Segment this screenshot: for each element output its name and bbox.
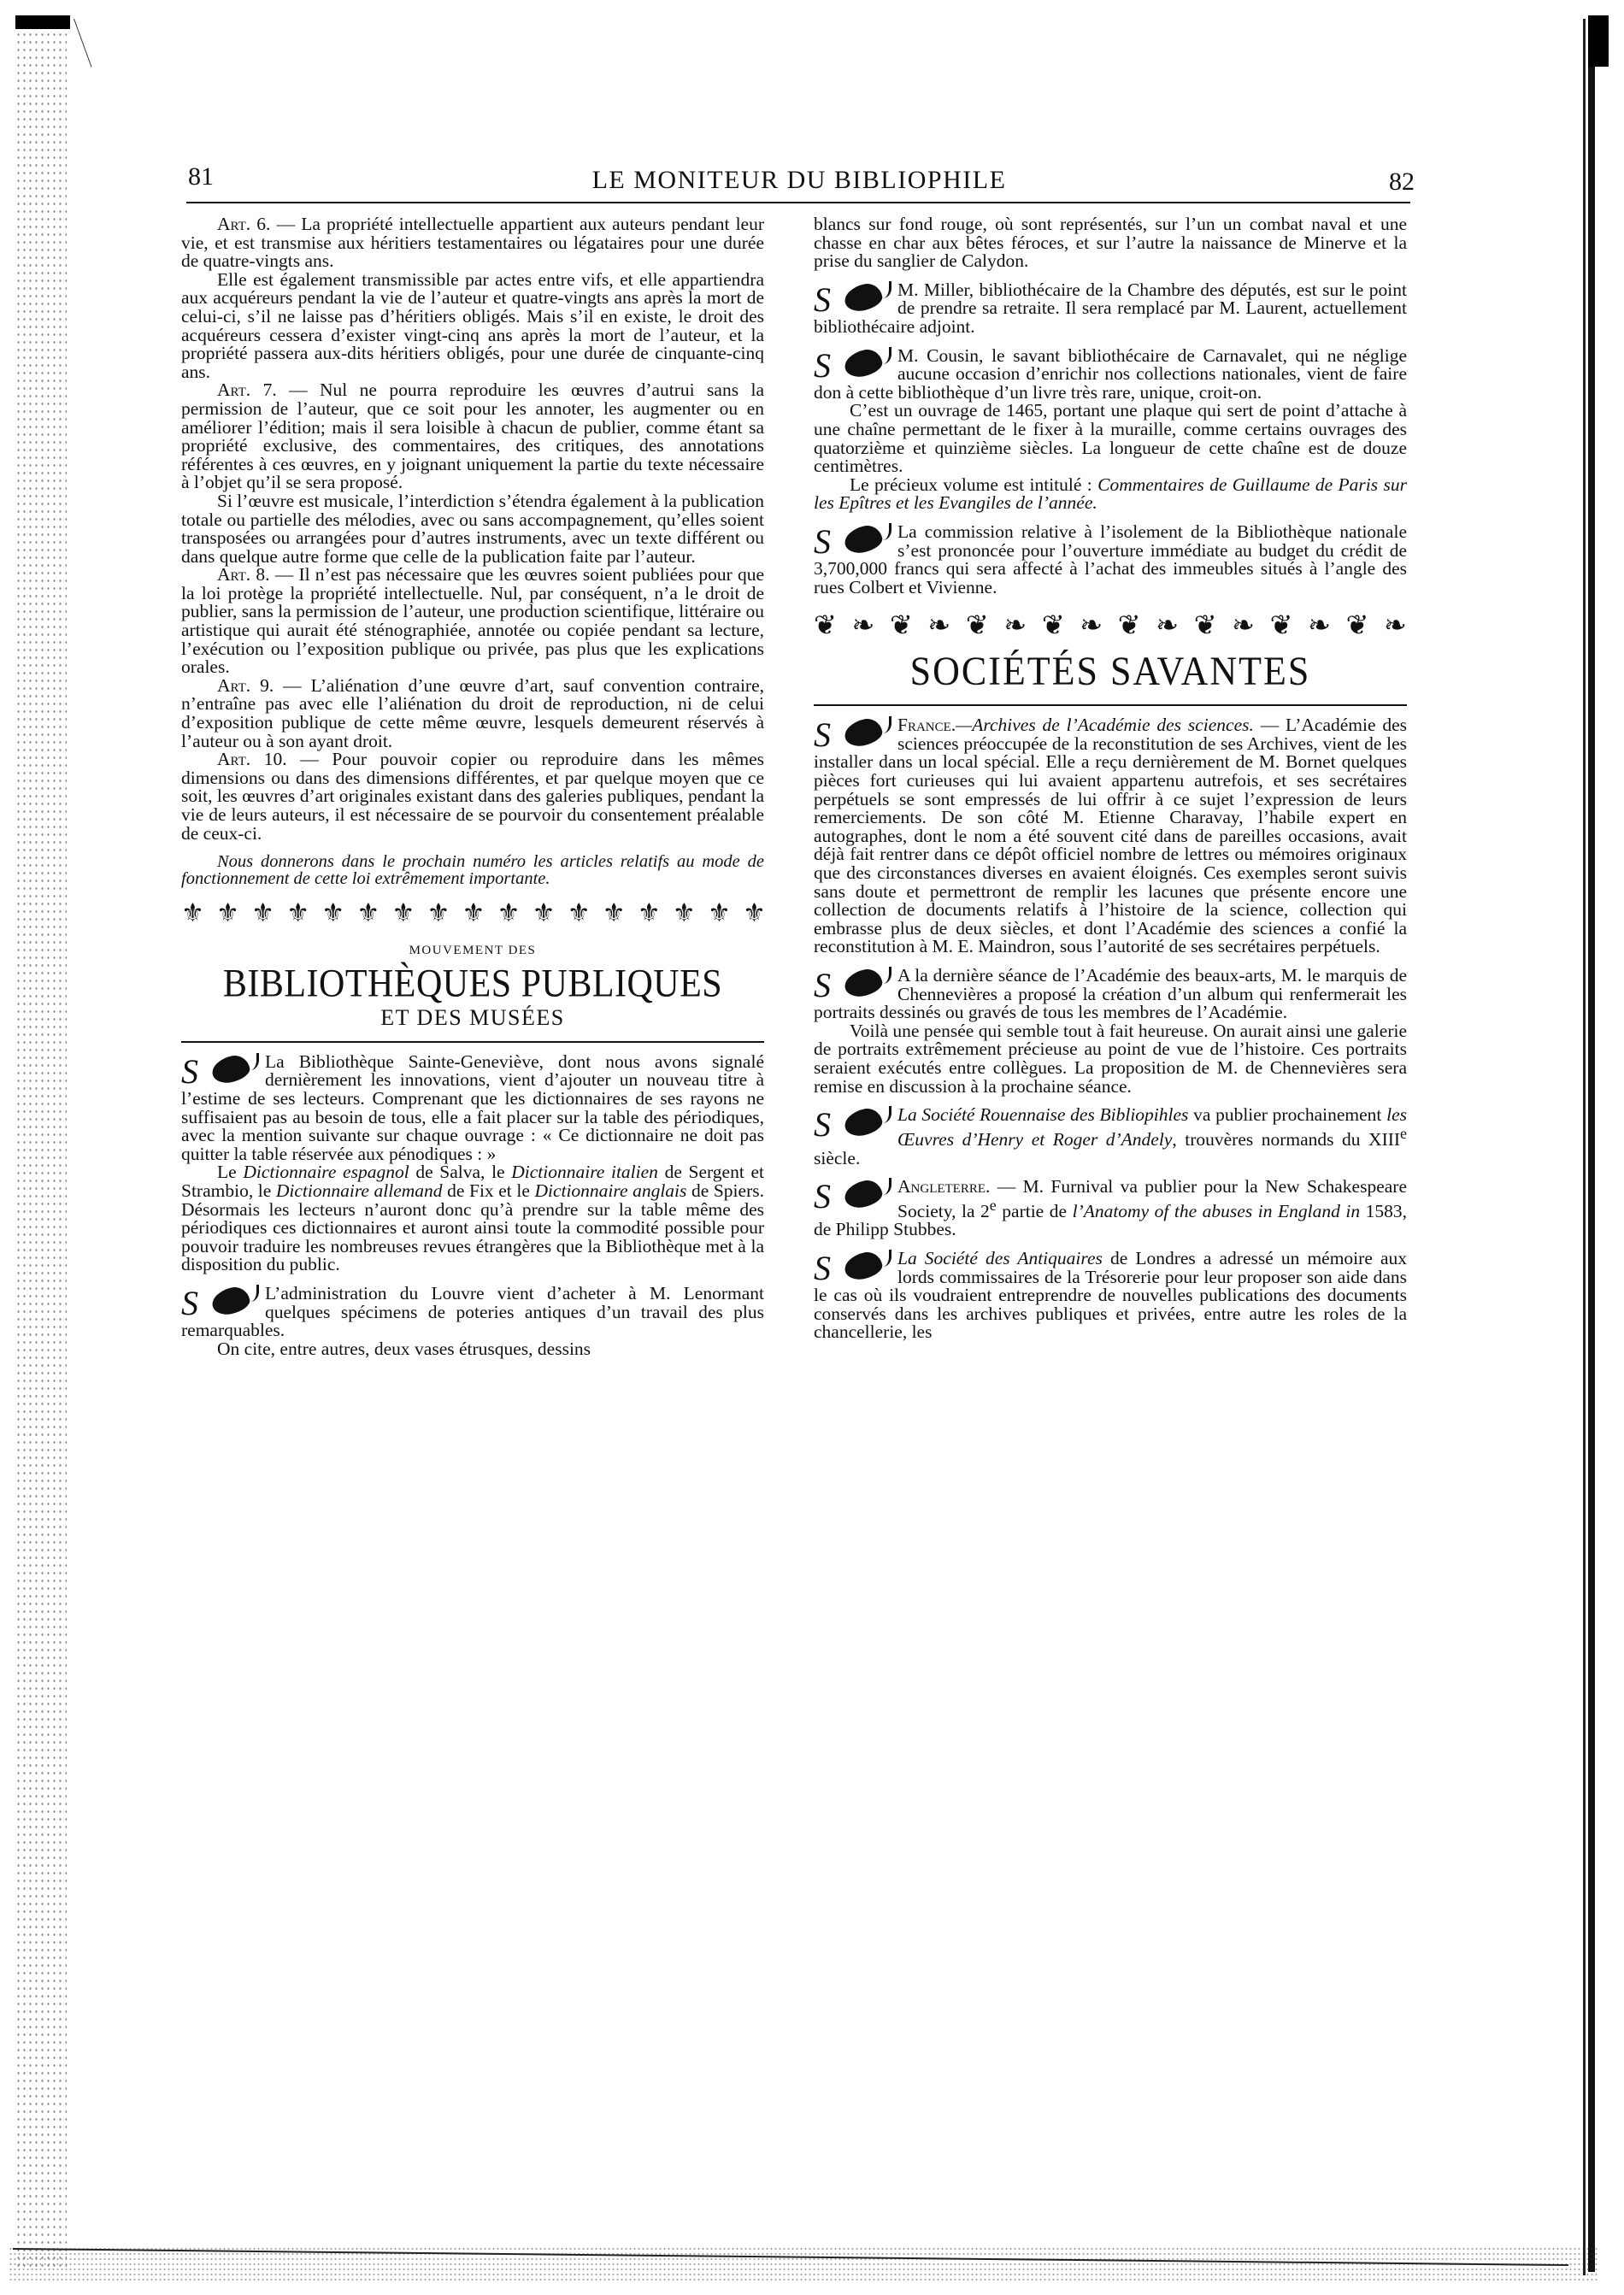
scan-edge-right: [1588, 15, 1595, 2272]
article-text: — L’aliénation d’une œuvre d’art, sauf convention contraire, n’entraîne pas avec elle l’aliénation du droit de reproduction, ni de celui d’exposition publique de cette même œuvre, lesquels demeurent réservés à l’auteur ou à son ayant droit.: [181, 674, 765, 751]
news-text-3: Le précieux volume est intitulé : Commentaires de Guillaume de Paris sur les Epîtres et les Evangiles de l’année.: [814, 474, 1407, 514]
news-text-2: On cite, entre autres, deux vases étrusques, dessins: [217, 1338, 591, 1359]
article-6-para-2: Elle est également transmissible par actes entre vifs, et elle appartiendra aux acquéreurs pendant la vie de l’auteur et quatre-vingts ans après la mort de celui-ci, s’il ne laisse pas d’héritiers obligés. Mais s’il en existe, le droit des acquéreurs cessera d’exister vingt-cinq ans après la mort de l’auteur, et la propriété passera aux-dits héritiers obligés, pour une durée de cinquante-cinq ans.: [181, 268, 764, 382]
section-subtitle: ET DES MUSÉES: [380, 1004, 565, 1030]
leaf-fleuron-icon: S: [814, 347, 892, 383]
article-8: [181, 566, 764, 677]
tulip-ornament-icon: ⚜: [497, 899, 519, 928]
article-label: Art. 9.: [217, 674, 274, 696]
article-text: — Pour pouvoir copier ou reproduire dans les mêmes dimensions ou dans des dimensions différentes, et par quelque moyen que ce soit, les œuvres d’art originales existant dans des galeries publiques, pendant la vie de leurs auteurs, il est nécessaire de se pourvoir du consentement préalable de ceux-ci.: [181, 749, 765, 844]
running-head: [184, 162, 1415, 197]
tulip-ornament-icon: ⚜: [707, 899, 729, 928]
article-7-para-2: Si l’œuvre est musicale, l’interdiction s’étendra également à la publication totale ou partielle des mélodies, avec ou sans accompagnement, qu’elles soient transposées ou arrangées pour d’autres instruments, avec un texte différent ou dans quelque autre forme que celle de la publication faite par l’auteur.: [181, 490, 765, 567]
news-text: La Société des Antiquaires de Londres a adressé un mémoire aux lords commissaires de la Trésorerie pour leur proposer son aide dans le cas où ils voudraient entreprendre de nouvelles publications des documents conservés dans les archives publiques et privées, entre autre les roles de la chancellerie, les: [814, 1248, 1407, 1343]
scan-edge-left: [15, 15, 67, 2272]
news-text: La Société Rouennaise des Bibliopihles va publier prochainement les Œuvres d’Henry et Roger d’Andely, trouvères normands du XIIIe siècle.: [814, 1104, 1407, 1168]
arabesque-ornament-icon: ❧: [1384, 609, 1407, 641]
tulip-ornament-icon: ⚜: [251, 899, 274, 928]
scan-edge-right-line: [1583, 19, 1586, 2275]
arabesque-ornament-icon: ❦: [1345, 609, 1369, 641]
arabesque-ornament-icon: ❦: [1269, 609, 1293, 641]
arabesque-ornament-icon: ❧: [1308, 609, 1331, 641]
right-column: [814, 215, 1407, 1342]
section-title: BIBLIOTHÈQUES PUBLIQUES: [222, 962, 723, 1006]
news-text: La Bibliothèque Sainte-Geneviève, dont nous avons signalé dernièrement les innovations, vient d’ajouter un nouveau titre à l’estime de ses lecteurs. Comprenant que les dictionnaires de ses rayons ne suffisaient pas au besoin de tous, elle a fait placer sur la table des périodiques, avec la mention suivante sur chaque ouvrage : « Ce dictionnaire ne doit pas quitter la table réservée aux pénodiques : »: [181, 1050, 764, 1164]
leaf-fleuron-icon: S: [181, 1285, 260, 1321]
arabesque-ornament-icon: ❦: [889, 609, 913, 641]
header-rule: [186, 202, 1410, 203]
news-text: France.—Archives de l’Académie des sciences. — L’Académie des sciences préoccupée de la reconstitution de ses Archives, vient de les installer dans un local spécial. Elle a reçu dernièrement de M. Bornet quelques pièces fort curieuses qui lui avaient appartenu autrefois, et ses secrétaires perpétuels se sont empressés de lui offrir à ce sujet l’expression de leurs remerciements. De son côté M. Etienne Charavay, l’habile expert en autographes, dont le nom a été souvent cité dans de pareilles occasions, avait déjà fait rentrer dans ce dépôt officiel nombre de lettres ou mémoires originaux que des circonstances diverses en avaient éloignés. Ces exemples seront suivis sans doute et permettront de remplir les lacunes que présente encore une collection de documents relatifs à l’histoire de la science, collection qui embrasse plus de deux siècles, et dont l’Académie des sciences a confié la reconstitution à M. E. Maindron, sous l’autorité de ses secrétaires perpétuels.: [814, 715, 1408, 957]
arabesque-ornament-icon: ❦: [1041, 609, 1065, 641]
arabesque-ornament-icon: ❧: [927, 609, 951, 641]
page-number-right: 82: [1389, 168, 1415, 196]
news-text: A la dernière séance de l’Académie des beaux-arts, M. le marquis de Chennevières a proposé la création d’un album qui renfermerait les portraits dessinés ou gravés de tous les membres de l’Académie.: [814, 965, 1407, 1023]
arabesque-ornament-icon: ❧: [1232, 609, 1255, 641]
news-item: [814, 1250, 1407, 1342]
news-item: [814, 967, 1407, 1096]
arabesque-ornament-icon: ❦: [1193, 609, 1217, 641]
editorial-note: Nous donnerons dans le prochain numéro les articles relatifs au mode de fonctionnement de cette loi extrêmement importante.: [181, 852, 764, 889]
page-number-left: 81: [188, 162, 214, 191]
tulip-ornament-band: [181, 899, 764, 928]
arabesque-ornament-icon: ❦: [965, 609, 989, 641]
leaf-fleuron-icon: S: [814, 281, 892, 317]
left-column: [181, 215, 764, 1358]
news-item: [814, 281, 1407, 337]
leaf-fleuron-icon: S: [814, 523, 892, 559]
article-label: Art. 7.: [217, 380, 277, 401]
article-6: [181, 215, 764, 271]
arabesque-ornament-icon: ❧: [1080, 609, 1103, 641]
article-label: Art. 6.: [217, 214, 271, 234]
leaf-fleuron-icon: S: [181, 1053, 260, 1089]
news-item: [181, 1050, 764, 1275]
tulip-ornament-icon: ⚜: [216, 899, 238, 928]
tulip-ornament-icon: ⚜: [181, 899, 203, 928]
article-text: — La propriété intellectuelle appartient aux auteurs pendant leur vie, et est transmise aux héritiers testamentaires ou légataires pour une durée de quatre-vingts ans.: [181, 214, 764, 272]
arabesque-ornament-icon: ❦: [814, 609, 837, 641]
article-7: [181, 381, 764, 492]
tulip-ornament-icon: ⚜: [567, 899, 589, 928]
news-text: La commission relative à l’isolement de la Bibliothèque nationale s’est prononcée pour l’ouverture immédiate au budget du crédit de 3,700,000 francs qui sera affecté à l’achat des immeubles situés à l’angle des rues Colbert et Vivienne.: [814, 521, 1407, 597]
tulip-ornament-icon: ⚜: [602, 899, 624, 928]
tulip-ornament-icon: ⚜: [532, 899, 554, 928]
leaf-fleuron-icon: S: [814, 1178, 892, 1214]
article-9: [181, 674, 765, 751]
arabesque-ornament-icon: ❧: [1003, 609, 1027, 641]
tulip-ornament-icon: ⚜: [427, 899, 449, 928]
arabesque-ornament-icon: ❦: [1117, 609, 1141, 641]
tulip-ornament-icon: ⚜: [286, 899, 309, 928]
news-item: [814, 716, 1407, 956]
leaf-fleuron-icon: S: [814, 716, 892, 752]
news-text: Angleterre. — M. Furnival va publier pour la New Schakespeare Society, la 2e partie de l’Anatomy of the abuses in England in 1583, de Philipp Stubbes.: [814, 1176, 1407, 1240]
tulip-ornament-icon: ⚜: [743, 899, 764, 928]
journal-title: LE MONITEUR DU BIBLIOPHILE: [591, 166, 1007, 194]
scan-edge-cap-left: [15, 15, 70, 29]
section-rule: [181, 1041, 764, 1043]
tulip-ornament-icon: ⚜: [637, 899, 659, 928]
leaf-fleuron-icon: S: [814, 1106, 892, 1142]
arabesque-ornament-icon: ❧: [1156, 609, 1180, 641]
article-text: — Il n’est pas nécessaire que les œuvres soient publiées pour que la loi protège la propriété intellectuelle. Nul, par conséquent, n’a le droit de publier, sans la permission de l’auteur, une production scientifique, littéraire ou artistique qui aurait été sténographiée, annotée ou copiée pendant sa lecture, l’exécution ou l’exposition publique ou privée, pas plus que les explications orales.: [181, 564, 764, 678]
news-item: [814, 1178, 1407, 1239]
news-text-2: C’est un ouvrage de 1465, portant une plaque qui sert de point d’attache à une chaîne permettant de le fixer à la muraille, comme certains ouvrages des quatorzième et quinzième siècles. La longueur de cette chaîne est de douze centimètres.: [814, 400, 1407, 477]
section-title: SOCIÉTÉS SAVANTES: [909, 649, 1311, 695]
tulip-ornament-icon: ⚜: [321, 899, 344, 928]
news-text: M. Cousin, le savant bibliothécaire de Carnavalet, qui ne néglige aucune occasion d’enrichir nos collections nationales, vient de faire don à cette bibliothèque d’un livre très rare, unique, croit-on.: [814, 344, 1407, 403]
news-item: [181, 1282, 764, 1359]
tulip-ornament-icon: ⚜: [356, 899, 379, 928]
scan-crease-line: [74, 19, 91, 68]
news-text: M. Miller, bibliothécaire de la Chambre des députés, est sur le point de prendre sa retraite. Il sera remplacé par M. Laurent, actuellement bibliothécaire adjoint.: [814, 279, 1407, 337]
article-text: — Nul ne pourra reproduire les œuvres d’autrui sans la permission de l’auteur, que ce soit pour les annoter, les augmenter ou en améliorer l’édition; mais il sera loisible à chacun de publier, comme étant sa propriété exclusive, des commentaires, des critiques, des annotations référentes à ces œuvres, en y joignant uniquement la partie du texte nécessaire à l’objet qu’il se sera proposé.: [181, 380, 764, 493]
arabesque-ornament-band: [814, 609, 1407, 643]
article-10: [181, 750, 764, 843]
tulip-ornament-icon: ⚜: [672, 899, 694, 928]
tulip-ornament-icon: ⚜: [462, 899, 484, 928]
news-item: [814, 523, 1407, 597]
section-rule: [814, 704, 1407, 706]
article-label: Art. 8.: [217, 564, 270, 586]
leaf-fleuron-icon: S: [814, 967, 892, 1003]
news-text-2: Voilà une pensée qui semble tout à fait heureuse. On aurait ainsi une galerie de portraits extrêmement précieuse au point de vue de l’histoire. Ces portraits seraient exécutés entre collègues. La proposition de M. de Chennevières sera remise en discussion à la prochaine séance.: [814, 1020, 1407, 1097]
section-kicker: MOUVEMENT DES: [409, 944, 537, 958]
scan-edge-cap-right: [1588, 15, 1609, 67]
continuation-text: blancs sur fond rouge, où sont représentés, sur l’un un combat naval et une chasse en char aux bêtes féroces, et sur l’autre la naissance de Minerve et la prise du sanglier de Calydon.: [814, 214, 1407, 272]
article-label: Art. 10.: [217, 749, 287, 770]
news-text-2: Le Dictionnaire espagnol de Salva, le Dictionnaire italien de Sergent et Strambio, le Dictionnaire allemand de Fix et le Dictionnaire anglais de Spiers. Désormais les lecteurs n’auront donc qu’à prendre sur la table même des périodiques ces dictionnaires et auront ainsi toute la commodité possible pour pouvoir traduire les nombreuses revues étrangères que la Bibliothèque met à la disposition du public.: [181, 1162, 764, 1275]
arabesque-ornament-icon: ❧: [851, 609, 875, 641]
news-item: [814, 344, 1407, 514]
tulip-ornament-icon: ⚜: [391, 899, 414, 928]
news-text: L’administration du Louvre vient d’acheter à M. Lenormant quelques spécimens de poteries antiques d’un travail des plus remarquables.: [181, 1282, 764, 1341]
leaf-fleuron-icon: S: [814, 1250, 892, 1286]
news-item: [814, 1106, 1407, 1168]
